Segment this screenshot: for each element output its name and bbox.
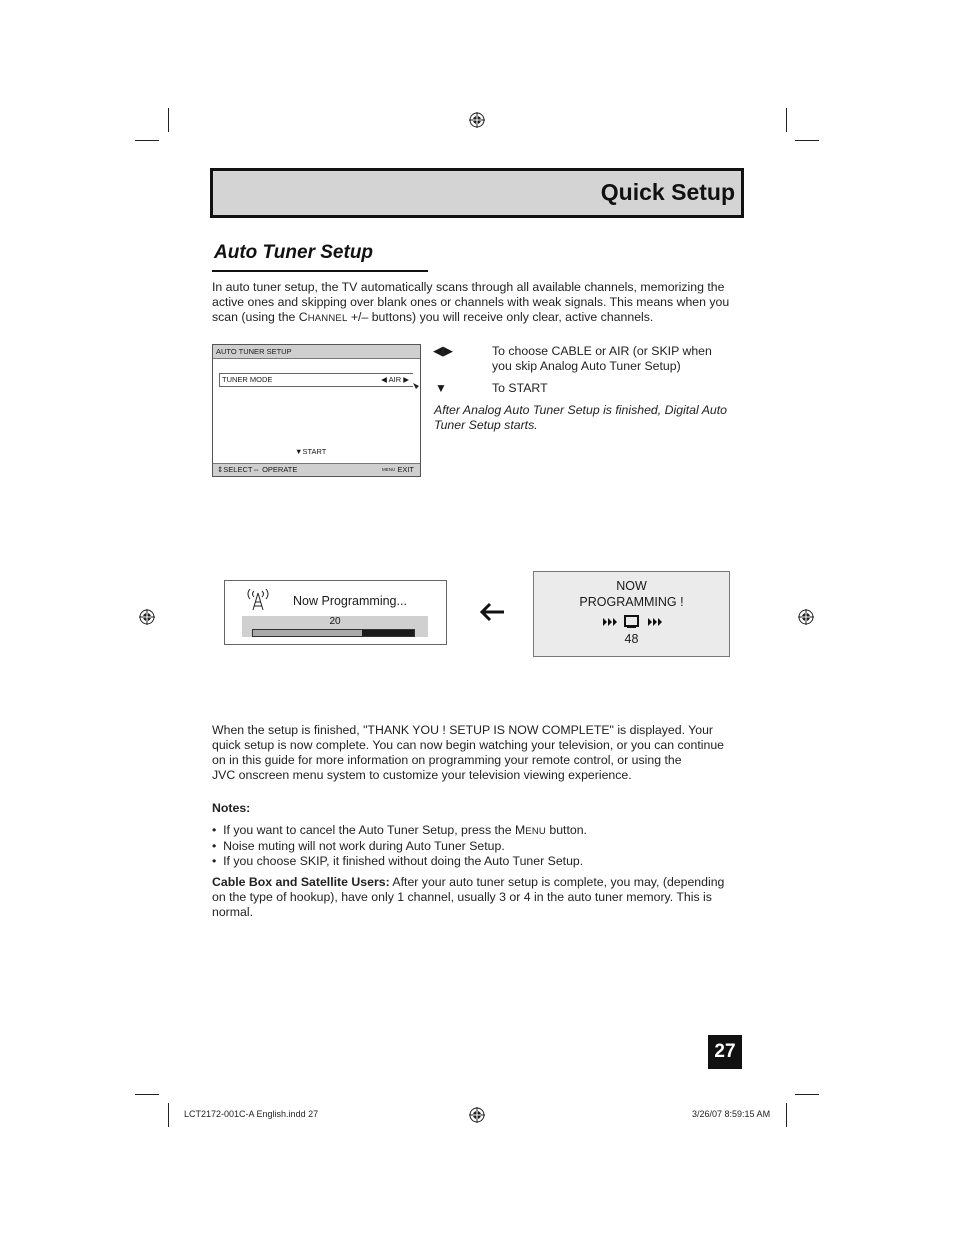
down-arrow-icon: ▼︎ <box>295 447 303 456</box>
instruction-start: To START <box>492 381 548 395</box>
notes-heading: Notes: <box>212 801 251 815</box>
left-arrow-icon <box>479 602 505 622</box>
tuner-mode-value-group <box>381 374 409 386</box>
now-programming-digital-screen <box>533 571 730 657</box>
registration-mark-icon <box>139 609 155 625</box>
tuner-mode-label: TUNER MODE <box>222 375 273 384</box>
completion-paragraph: When the setup is finished, "THANK YOU ! SETUP IS NOW COMPLETE" is displayed. Your quick setup is now complete. You can now begin watching your television, or you can continue on in this guide for more information on programming your remote control, or using the JVC onscreen menu system to customize your television viewing experience. <box>212 723 725 782</box>
progress-bar <box>252 629 415 637</box>
instruction-note: After Analog Auto Tuner Setup is finished, Digital Auto Tuner Setup starts. <box>434 403 728 432</box>
up-down-arrow-icon: ⇕ <box>217 465 224 474</box>
now-programming-screen <box>224 580 447 645</box>
crop-mark <box>795 1094 819 1095</box>
crop-mark <box>168 1103 169 1127</box>
auto-tuner-osd <box>212 344 421 477</box>
osd-title-bar: AUTO TUNER SETUP <box>213 345 420 359</box>
page-title: Quick Setup <box>600 179 735 205</box>
progress-bar-fill <box>362 630 414 636</box>
digital-channel-count: 48 <box>624 632 639 646</box>
crop-mark <box>135 1094 159 1095</box>
down-arrow-icon: ▼︎ <box>435 381 447 395</box>
left-right-arrows-icon: ◀︎▶︎ <box>433 343 453 358</box>
now-programming-label: Now Programming... <box>293 594 407 608</box>
intro-paragraph: In auto tuner setup, the TV automatically scans through all available channels, memorizing the active ones and skipping over blank ones or channels with weak signals. This means when you scan (using the CHANNEL +/– buttons) you will receive only clear, active channels. <box>212 280 730 324</box>
section-divider <box>212 270 428 272</box>
footer-file: LCT2172-001C-A English.indd 27 <box>184 1109 319 1119</box>
list-item: • Noise muting will not work during Auto Tuner Setup. <box>212 839 505 853</box>
instruction-choose: To choose CABLE or AIR (or SKIP when you skip Analog Auto Tuner Setup) <box>492 344 712 373</box>
right-arrow-icon: ▶︎ <box>403 375 409 384</box>
registration-mark-icon <box>469 112 485 128</box>
scanning-tv-icon <box>603 615 663 629</box>
cable-paragraph: Cable Box and Satellite Users: After your auto tuner setup is complete, you may, (depending on the type of hookup), have only 1 channel, usually 3 or 4 in the auto tuner memory. This is normal. <box>212 875 725 919</box>
crop-mark <box>795 140 819 141</box>
now-programming-text: NOW PROGRAMMING ! <box>579 579 684 609</box>
cable-label: Cable Box and Satellite Users: <box>212 875 390 889</box>
footer-date: 3/26/07 8:59:15 AM <box>692 1109 771 1119</box>
progress-panel <box>242 616 428 637</box>
crop-mark <box>786 108 787 132</box>
section-title: Auto Tuner Setup <box>214 242 374 263</box>
crop-mark <box>135 140 159 141</box>
crop-mark <box>786 1103 787 1127</box>
channel-count: 20 <box>329 616 341 627</box>
registration-mark-icon <box>469 1107 485 1123</box>
cursor-icon <box>413 383 419 389</box>
exit-hint: MENU EXIT <box>381 465 414 474</box>
menu-key-label: MENU <box>381 467 396 473</box>
tuner-mode-value: AIR <box>388 375 402 384</box>
left-right-arrow-icon: ⇔ <box>252 465 260 474</box>
select-hint: ⇕SELECT⇔ OPERATE <box>217 465 298 474</box>
tuner-mode-row <box>219 373 413 387</box>
left-arrow-icon: ◀︎ <box>381 375 387 384</box>
antenna-icon <box>245 589 271 611</box>
registration-mark-icon <box>798 609 814 625</box>
start-hint: ▼︎START <box>295 447 327 456</box>
notes-list <box>212 823 752 869</box>
crop-mark <box>168 108 169 132</box>
page-header <box>210 168 744 218</box>
list-item: • If you choose SKIP, it finished without doing the Auto Tuner Setup. <box>212 854 584 868</box>
osd-footer <box>213 463 420 476</box>
page-number: 27 <box>708 1035 742 1069</box>
list-item: • If you want to cancel the Auto Tuner Setup, press the MENU button. <box>212 823 587 837</box>
